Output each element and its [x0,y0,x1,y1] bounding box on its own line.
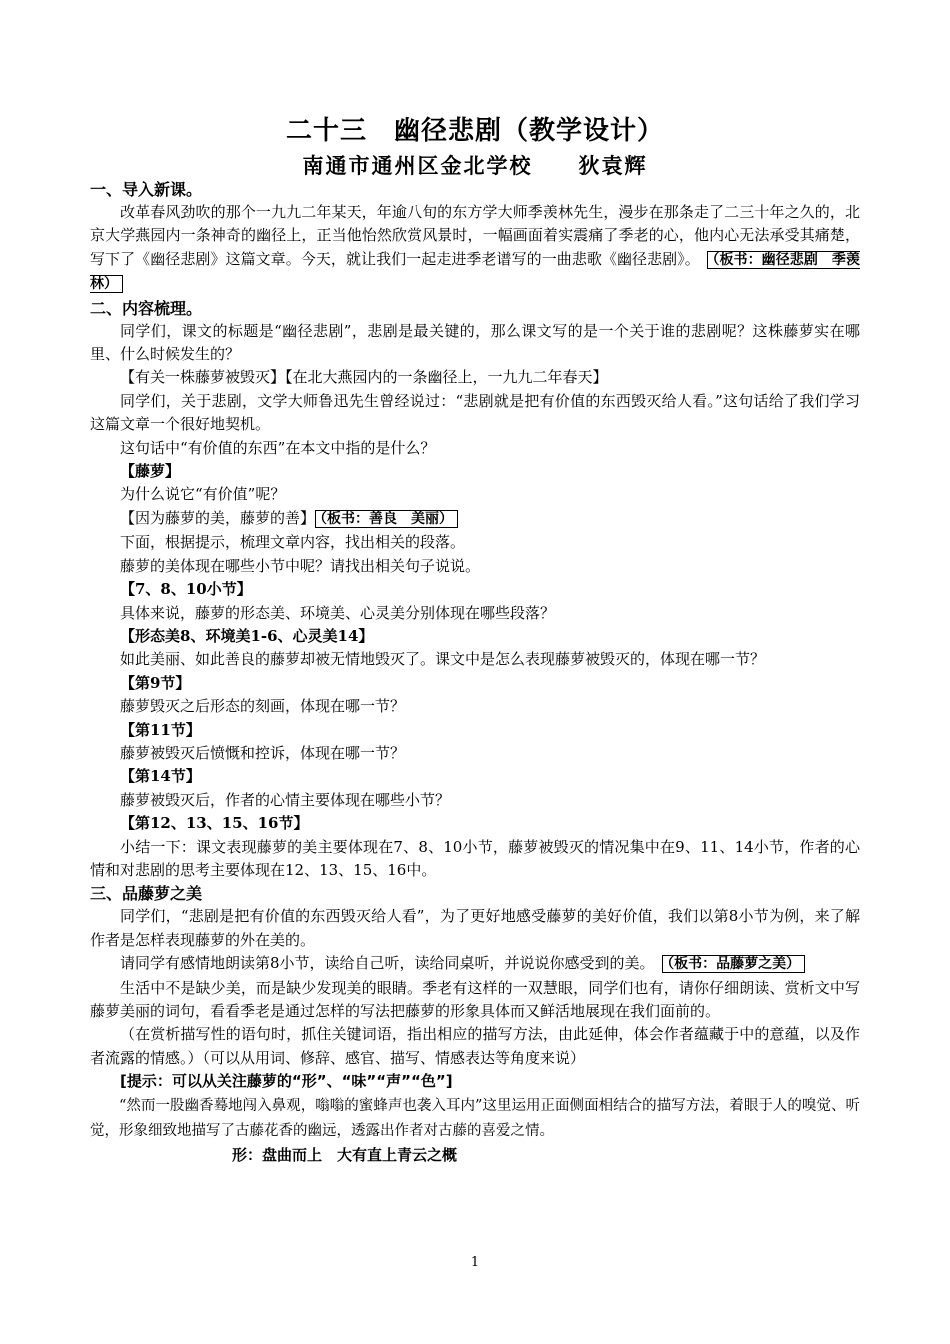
page-title: 二十三 幽径悲剧（教学设计） [285,116,664,146]
answer-line: 【因为藤萝的美，藤萝的善】 （板书：善良 美丽） [90,507,860,531]
paragraph: 同学们，课文的标题是“幽径悲剧”，悲剧是最关键的，那么课文写的是一个关于谁的悲剧呢？这株藤萝实在哪里、什么时候发生的？ [90,321,860,364]
paragraph: 藤萝的美体现在哪些小节中呢？请找出相关句子说说。 [120,556,481,575]
blackboard-note: （板书：善良 美丽） [315,510,458,528]
answer-line: 【第14节】 [120,767,201,786]
paragraph: 这句话中“有价值的东西”在本文中指的是什么？ [120,438,436,457]
answer-line: 【藤萝】 [120,462,181,481]
answer-line: 【第12、13、15、16节】 [120,814,309,833]
paragraph: 小结一下：课文表现藤萝的美主要体现在7、8、10小节，藤萝被毁灭的情况集中在9、11、14小节，作者的心情和对悲剧的思考主要体现在12、13、15、16中。 [90,837,860,879]
blackboard-note: （板书：幽径悲剧 季羡林） [90,251,860,293]
paragraph: 藤萝被毁灭后愤慨和控诉，体现在哪一节？ [120,743,406,762]
hint-line: [提示：可以从关注藤萝的“形”、“味”“声”“色”] [120,1072,453,1091]
paragraph: 为什么说它“有价值”呢？ [120,485,286,504]
paragraph: （在赏析描写性的语句时，抓住关键词语，指出相应的描写方法，由此延伸，体会作者蕴藏于中的意蕴，以及作者流露的情感。）（可以从用词、修辞、感官、描写、情感表达等角度来说） [90,1025,860,1067]
answer-line: 【第11节】 [120,720,201,739]
author-line: 南通市通州区金北学校 狄袁辉 [302,153,648,178]
document-body [90,178,860,1167]
quote-analysis: “然而一股幽香蓦地闯入鼻观，嗡嗡的蜜蜂声也袭入耳内”这里运用正面侧面相结合的描写方法，着眼于人的嗅觉、听觉，形象细致地描写了古藤花香的幽远，透露出作者对古藤的喜爱之情。 [90,1097,860,1139]
answer-line: 【形态美8、环境美1-6、心灵美14】 [120,626,374,645]
section-heading-intro: 一、导入新课。 [90,180,203,199]
answer-line: 【第9节】 [120,673,191,692]
shape-note: 形：盘曲而上 大有直上青云之概 [232,1145,458,1164]
paragraph: 下面，根据提示，梳理文章内容，找出相关的段落。 [120,533,466,552]
blackboard-note: （板书：品藤萝之美） [662,955,805,973]
paragraph: 具体来说，藤萝的形态美、环境美、心灵美分别体现在哪些段落？ [120,603,556,622]
paragraph: 同学们，“悲剧是把有价值的东西毁灭给人看”，为了更好地感受藤萝的美好价值，我们以第8小节为例，来了解作者是怎样表现藤萝的外在美的。 [90,907,860,949]
paragraph: 同学们，关于悲剧，文学大师鲁迅先生曾经说过：“悲剧就是把有价值的东西毁灭给人看。”这句话给了我们学习这篇文章一个很好地契机。 [90,391,860,434]
section-heading-appreciate: 三、品藤萝之美 [90,884,203,904]
paragraph: 改革春风劲吹的那个一九九二年某天，年逾八旬的东方学大师季羡林先生，漫步在那条走了二三十年之久的，北京大学燕园内一条神奇的幽径上，正当他怡然欣赏风景时，一幅画面着实震痛了季老的心，他内心无法承受其痛楚，写下了《幽径悲剧》这篇文章。今天，就让我们一起走进季老谱写的一曲悲歌《幽径悲剧》。 （板书：幽径悲剧 季羡林） [90,203,860,293]
answer-line: 【有关一株藤萝被毁灭】【在北大燕园内的一条幽径上，一九九二年春天】 [120,368,608,387]
paragraph: 藤萝被毁灭后，作者的心情主要体现在哪些小节？ [120,790,451,809]
answer-line: 【7、8、10小节】 [120,580,252,599]
paragraph: 如此美丽、如此善良的藤萝却被无情地毁灭了。课文中是怎么表现藤萝被毁灭的，体现在哪一节？ [120,650,766,669]
section-heading-content: 二、内容梳理。 [90,298,203,318]
paragraph: 请同学有感情地朗读第8小节，读给自己听，读给同桌听，并说说你感受到的美。 （板书：品藤萝之美） [90,952,860,976]
page-number: 1 [470,1255,480,1270]
paragraph: 藤萝毁灭之后形态的刻画，体现在哪一节？ [120,697,406,716]
paragraph: 生活中不是缺少美，而是缺少发现美的眼睛。季老有这样的一双慧眼，同学们也有，请你仔细朗读、赏析文中写藤萝美丽的词句，看看季老是通过怎样的写法把藤萝的形象具体而又鲜活地展现在我们面前的。 [90,978,860,1020]
